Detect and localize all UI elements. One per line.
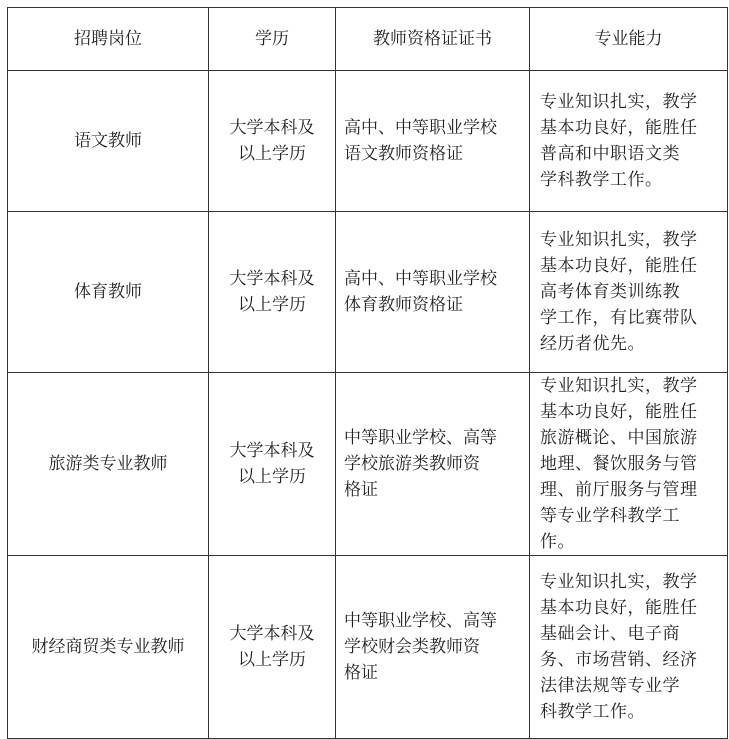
education-line: 大学本科及 <box>229 118 315 138</box>
position-cell: 语文教师 <box>8 71 209 212</box>
ability-line: 专业知识扎实，教学 <box>540 92 698 112</box>
ability-line: 普高和中职语文类 <box>540 144 680 164</box>
ability-line: 基本功良好，能胜任 <box>540 402 698 422</box>
education-line: 大学本科及 <box>229 269 315 289</box>
ability-line: 经历者优先。 <box>540 334 645 354</box>
ability-line: 科教学工作。 <box>540 702 645 722</box>
table-row <box>8 373 728 556</box>
ability-line: 专业知识扎实，教学 <box>540 376 698 396</box>
header-ability: 专业能力 <box>530 8 728 71</box>
table-row <box>8 71 728 212</box>
header-position: 招聘岗位 <box>8 8 209 71</box>
education-line: 大学本科及 <box>229 441 315 461</box>
ability-line: 作。 <box>540 532 575 552</box>
education-cell <box>209 71 336 212</box>
ability-cell <box>530 212 728 373</box>
ability-line: 基础会计、电子商 <box>540 624 680 644</box>
ability-line: 旅游概论、中国旅游 <box>540 428 698 448</box>
position-cell: 旅游类专业教师 <box>8 373 209 556</box>
education-line: 以上学历 <box>238 144 306 164</box>
ability-line: 学工作，有比赛带队 <box>540 308 698 328</box>
ability-line: 地理、餐饮服务与管 <box>540 454 698 474</box>
ability-line: 专业知识扎实，教学 <box>540 230 698 250</box>
ability-line: 务、市场营销、经济 <box>540 650 698 670</box>
education-line: 大学本科及 <box>229 624 315 644</box>
table-row <box>8 556 728 739</box>
header-education: 学历 <box>209 8 336 71</box>
ability-line: 高考体育类训练教 <box>540 282 680 302</box>
ability-cell <box>530 71 728 212</box>
certificate-line: 中等职业学校、高等 <box>344 611 497 631</box>
ability-line: 基本功良好，能胜任 <box>540 598 698 618</box>
education-line: 以上学历 <box>238 650 306 670</box>
position-cell: 财经商贸类专业教师 <box>8 556 209 739</box>
position-cell: 体育教师 <box>8 212 209 373</box>
education-cell <box>209 556 336 739</box>
certificate-line: 中等职业学校、高等 <box>344 428 497 448</box>
ability-line: 专业知识扎实，教学 <box>540 572 698 592</box>
ability-line: 基本功良好，能胜任 <box>540 118 698 138</box>
ability-line: 等专业学科教学工 <box>540 506 680 526</box>
certificate-cell <box>336 556 530 739</box>
certificate-line: 语文教师资格证 <box>344 144 463 164</box>
certificate-line: 格证 <box>344 480 378 500</box>
recruitment-table <box>7 7 728 739</box>
header-row <box>8 8 728 71</box>
certificate-line: 学校旅游类教师资 <box>344 454 480 474</box>
certificate-line: 学校财会类教师资 <box>344 637 480 657</box>
ability-cell <box>530 373 728 556</box>
education-line: 以上学历 <box>238 295 306 315</box>
ability-line: 学科教学工作。 <box>540 170 663 190</box>
certificate-cell <box>336 71 530 212</box>
certificate-line: 格证 <box>344 663 378 683</box>
certificate-cell <box>336 373 530 556</box>
education-cell <box>209 212 336 373</box>
ability-line: 理、前厅服务与管理 <box>540 480 698 500</box>
ability-cell <box>530 556 728 739</box>
certificate-cell <box>336 212 530 373</box>
ability-line: 基本功良好，能胜任 <box>540 256 698 276</box>
certificate-line: 高中、中等职业学校 <box>344 118 497 138</box>
header-certificate: 教师资格证证书 <box>336 8 530 71</box>
ability-line: 法律法规等专业学 <box>540 676 680 696</box>
certificate-line: 体育教师资格证 <box>344 295 463 315</box>
certificate-line: 高中、中等职业学校 <box>344 269 497 289</box>
table-row <box>8 212 728 373</box>
education-cell <box>209 373 336 556</box>
education-line: 以上学历 <box>238 467 306 487</box>
